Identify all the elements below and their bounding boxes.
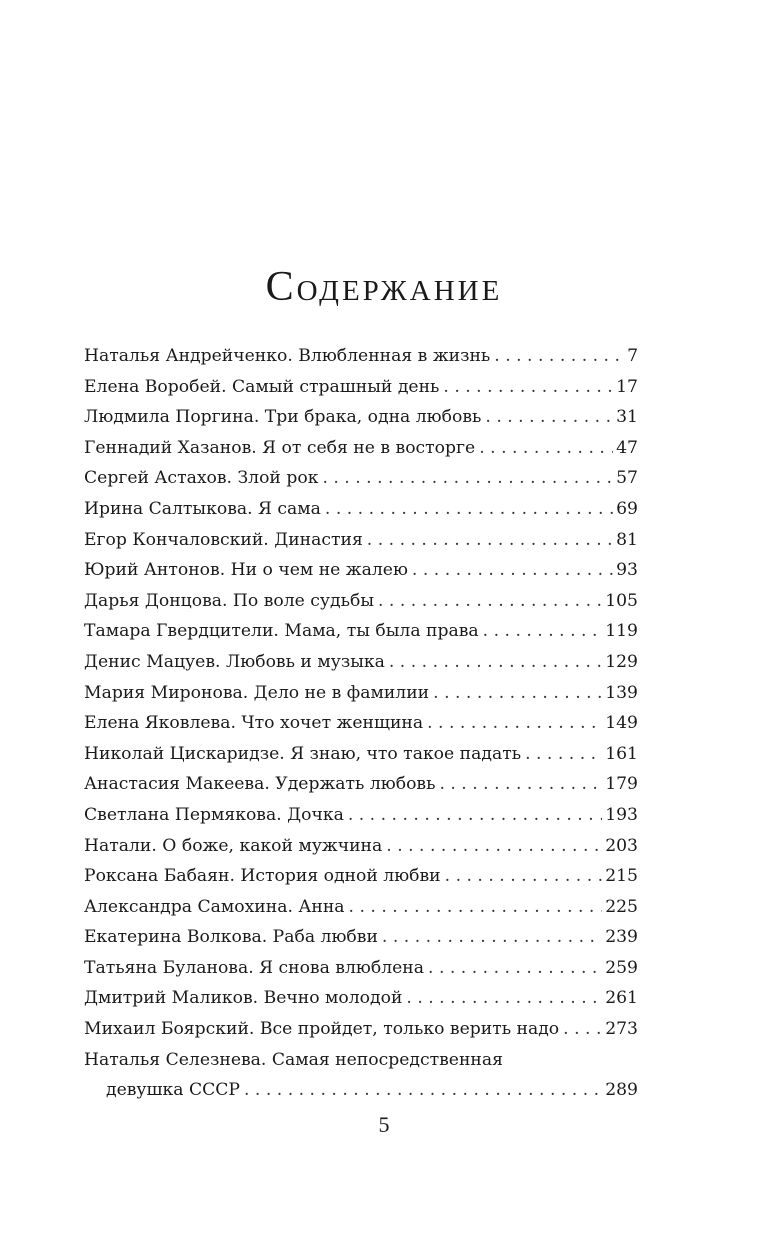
toc-entry-page: 119 (605, 621, 638, 642)
toc-entry-title: Людмила Поргина. Три брака, одна любовь (84, 407, 482, 428)
dot-leader (322, 463, 613, 494)
toc-entry-title: Егор Кончаловский. Династия (84, 529, 363, 550)
toc-entry-page: 225 (605, 896, 638, 917)
toc-entry-title: Дарья Донцова. По воле судьбы (84, 590, 374, 611)
toc-entry-page: 31 (616, 407, 638, 428)
toc-entry-page: 81 (616, 529, 638, 550)
dot-leader (525, 739, 602, 770)
dot-leader (445, 861, 603, 892)
toc-entry-page: 203 (605, 835, 638, 856)
toc-entry-page: 47 (616, 437, 638, 458)
toc-entry (84, 525, 638, 556)
toc-entry (84, 433, 638, 464)
toc-entry-title: Сергей Астахов. Злой рок (84, 468, 319, 489)
dot-leader (427, 708, 602, 739)
toc-entry (84, 463, 638, 494)
toc-entry (84, 1075, 638, 1106)
page-title: Содержание (265, 264, 503, 310)
toc-entry-page: 273 (605, 1019, 638, 1040)
toc-entry-page: 215 (605, 866, 638, 887)
dot-leader (244, 1075, 602, 1106)
toc-entry (84, 831, 638, 862)
toc-entry-title: Мария Миронова. Дело не в фамилии (84, 682, 430, 703)
toc-entry-title: Тамара Гвердцители. Мама, ты была права (84, 621, 479, 642)
dot-leader (443, 372, 613, 403)
toc-entry-title: Светлана Пермякова. Дочка (84, 804, 344, 825)
toc-entry (84, 494, 638, 525)
toc-entry-title: Анастасия Макеева. Удержать любовь (84, 774, 436, 795)
toc-entry (84, 769, 638, 800)
toc-entry-page: 57 (616, 468, 638, 489)
toc-entry-page: 179 (605, 774, 638, 795)
toc-entry-title-line1: Наталья Селезнева. Самая непосредственная (84, 1049, 503, 1070)
toc-entry-page: 289 (605, 1080, 638, 1101)
dot-leader (382, 922, 602, 953)
toc-entry (84, 586, 638, 617)
toc-entry-page: 93 (616, 560, 638, 581)
dot-leader (494, 341, 624, 372)
toc-entry (84, 647, 638, 678)
toc-entry-title-line2: девушка СССР (106, 1080, 240, 1101)
dot-leader (439, 769, 602, 800)
toc-entry (84, 983, 638, 1014)
toc-entry-page: 139 (605, 682, 638, 703)
dot-leader (433, 678, 602, 709)
dot-leader (349, 892, 603, 923)
toc-entry-page: 161 (605, 743, 638, 764)
toc-entry-title: Екатерина Волкова. Раба любви (84, 927, 378, 948)
toc-entry-page: 69 (616, 498, 638, 519)
toc-entry (84, 708, 638, 739)
toc-entry-title: Дмитрий Маликов. Вечно молодой (84, 988, 403, 1009)
toc-entry-title: Михаил Боярский. Все пройдет, только верить надо (84, 1019, 560, 1040)
dot-leader (483, 616, 603, 647)
toc-entry (84, 861, 638, 892)
toc-entry-page: 193 (605, 804, 638, 825)
toc-entry-page: 149 (605, 713, 638, 734)
toc-entry (84, 800, 638, 831)
toc-entry-title: Ирина Салтыкова. Я сама (84, 498, 321, 519)
toc-entry (84, 616, 638, 647)
toc-entry (84, 678, 638, 709)
dot-leader (412, 555, 613, 586)
toc-entry-title: Денис Мацуев. Любовь и музыка (84, 651, 385, 672)
dot-leader (428, 953, 602, 984)
toc-entry-page: 129 (605, 651, 638, 672)
toc-entry-page: 259 (605, 957, 638, 978)
toc-entry-title: Николай Цискаридзе. Я знаю, что такое падать (84, 743, 522, 764)
toc-entry-title: Юрий Антонов. Ни о чем не жалею (84, 560, 408, 581)
dot-leader (325, 494, 613, 525)
toc-entry (84, 402, 638, 433)
toc-entry-title: Натали. О боже, какой мужчина (84, 835, 383, 856)
toc-entry (84, 555, 638, 586)
toc-entry-page: 7 (627, 346, 638, 366)
table-of-contents (84, 341, 638, 1106)
dot-leader (406, 983, 602, 1014)
dot-leader (378, 586, 602, 617)
toc-entry-page: 105 (605, 590, 638, 611)
toc-entry (84, 372, 638, 403)
toc-entry-title: Геннадий Хазанов. Я от себя не в восторге (84, 437, 476, 458)
page-number: 5 (378, 1112, 390, 1137)
dot-leader (348, 800, 602, 831)
toc-entry-title: Елена Яковлева. Что хочет женщина (84, 713, 424, 734)
toc-entry-page: 239 (605, 927, 638, 948)
dot-leader (386, 831, 602, 862)
toc-entry-page: 261 (605, 988, 638, 1009)
toc-entry (84, 953, 638, 984)
dot-leader (563, 1014, 602, 1045)
toc-entry-title: Елена Воробей. Самый страшный день (84, 376, 440, 397)
toc-entry-title: Татьяна Буланова. Я снова влюблена (84, 957, 425, 978)
toc-entry-title: Роксана Бабаян. История одной любви (84, 866, 441, 887)
dot-leader (485, 402, 613, 433)
toc-entry-title: Наталья Андрейченко. Влюбленная в жизнь (84, 346, 491, 366)
toc-entry-title: Александра Самохина. Анна (84, 896, 345, 917)
toc-entry (84, 739, 638, 770)
toc-entry (84, 341, 638, 372)
dot-leader (367, 525, 613, 556)
dot-leader (389, 647, 602, 678)
toc-entry (84, 922, 638, 953)
toc-entry (84, 892, 638, 923)
toc-entry-page: 17 (616, 376, 638, 397)
dot-leader (479, 433, 613, 464)
toc-entry (84, 1014, 638, 1045)
